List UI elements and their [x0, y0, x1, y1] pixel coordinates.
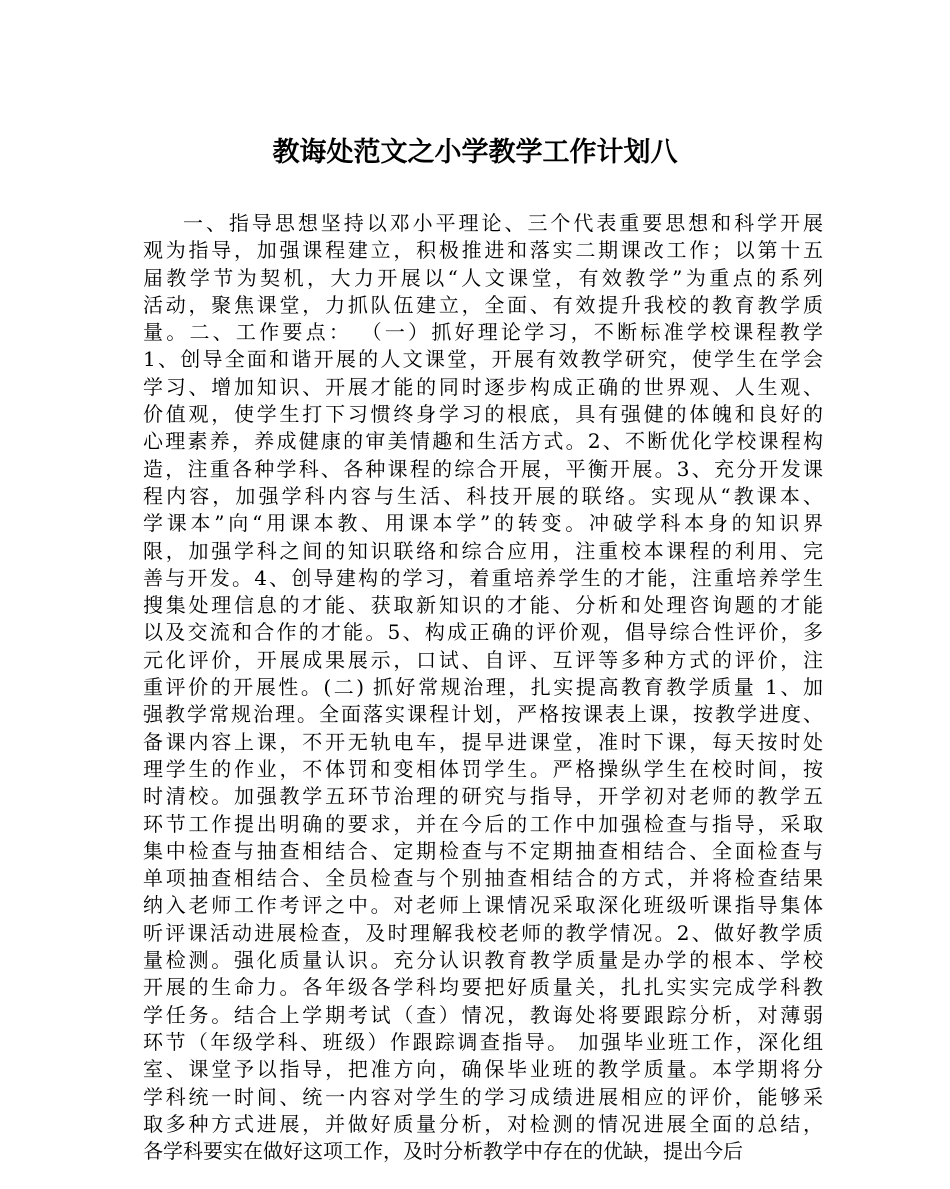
body-line: 造，注重各种学科、各种课程的综合开展，平衡开展。3、充分开发课 — [143, 456, 823, 481]
body-line: 取多种方式进展，并做好质量分析，对检测的情况进展全面的总结， — [143, 1111, 823, 1136]
body-line: 量检测。强化质量认识。充分认识教育教学质量是办学的根本、学校 — [143, 948, 823, 973]
body-line: 各学科要实在做好这项工作，及时分析教学中存在的优缺，提出今后 — [143, 1139, 743, 1164]
body-line: 单项抽查相结合、全员检查与个别抽查相结合的方式，并将检查结果 — [143, 866, 823, 891]
body-line: 观为指导，加强课程建立，积极推进和落实二期课改工作；以第十五 — [143, 238, 823, 263]
body-line: 理学生的作业，不体罚和变相体罚学生。严格操纵学生在校时间，按 — [143, 756, 823, 781]
body-line: 纳入老师工作考评之中。对老师上课情况采取深化班级听课指导集体 — [143, 893, 823, 918]
document-body — [143, 210, 823, 1165]
document-title: 教诲处范文之小学教学工作计划八 — [272, 137, 678, 168]
body-line: 学任务。结合上学期考试（查）情况，教诲处将要跟踪分析，对薄弱 — [143, 1002, 823, 1027]
body-line: 价值观，使学生打下习惯终身学习的根底，具有强健的体魄和良好的 — [143, 402, 823, 427]
body-line: 听评课活动进展检查，及时理解我校老师的教学情况。2、做好教学质 — [143, 920, 823, 945]
body-line: 环节（年级学科、班级）作跟踪调查指导。 加强毕业班工作，深化组 — [143, 1029, 823, 1054]
body-line: 集中检查与抽查相结合、定期检查与不定期抽查相结合、全面检查与 — [143, 838, 823, 863]
body-line: 量。二、工作要点： （一）抓好理论学习，不断标准学校课程教学 — [143, 320, 823, 345]
body-line: 学课本”向“用课本教、用课本学”的转变。冲破学科本身的知识界 — [143, 511, 823, 536]
body-line: 善与开发。4、创导建构的学习，着重培养学生的才能，注重培养学生 — [143, 565, 823, 590]
body-line: 环节工作提出明确的要求，并在今后的工作中加强检查与指导，采取 — [143, 811, 823, 836]
body-line: 时清校。加强教学五环节治理的研究与指导，开学初对老师的教学五 — [143, 784, 823, 809]
body-line: 一、指导思想坚持以邓小平理论、三个代表重要思想和科学开展 — [183, 211, 823, 235]
body-line: 学科统一时间、统一内容对学生的学习成绩进展相应的评价，能够采 — [143, 1084, 823, 1109]
body-line: 开展的生命力。各年级各学科均要把好质量关，扎扎实实完成学科教 — [143, 975, 823, 1000]
body-line: 1、创导全面和谐开展的人文课堂，开展有效教学研究，使学生在学会 — [143, 347, 823, 372]
body-line: 活动，聚焦课堂，力抓队伍建立，全面、有效提升我校的教育教学质 — [143, 292, 823, 317]
body-line: 备课内容上课，不开无轨电车，提早进课堂，准时下课，每天按时处 — [143, 729, 823, 754]
body-line: 程内容，加强学科内容与生活、科技开展的联络。实现从“教课本、 — [143, 483, 823, 508]
body-line: 学习、增加知识、开展才能的同时逐步构成正确的世界观、人生观、 — [143, 374, 823, 399]
body-line: 心理素养，养成健康的审美情趣和生活方式。2、不断优化学校课程构 — [143, 429, 823, 454]
body-line: 强教学常规治理。全面落实课程计划，严格按课表上课，按教学进度、 — [143, 702, 823, 727]
body-line: 届教学节为契机，大力开展以“人文课堂，有效教学”为重点的系列 — [143, 265, 823, 290]
body-line: 以及交流和合作的才能。5、构成正确的评价观，倡导综合性评价，多 — [143, 620, 823, 645]
body-line: 搜集处理信息的才能、获取新知识的才能、分析和处理咨询题的才能 — [143, 593, 823, 618]
body-line: 室、课堂予以指导，把准方向，确保毕业班的教学质量。本学期将分 — [143, 1057, 823, 1082]
body-line: 重评价的开展性。(二) 抓好常规治理，扎实提高教育教学质量 1、加 — [143, 675, 823, 700]
body-line: 元化评价，开展成果展示，口试、自评、互评等多种方式的评价，注 — [143, 647, 823, 672]
body-line: 限，加强学科之间的知识联络和综合应用，注重校本课程的利用、完 — [143, 538, 823, 563]
